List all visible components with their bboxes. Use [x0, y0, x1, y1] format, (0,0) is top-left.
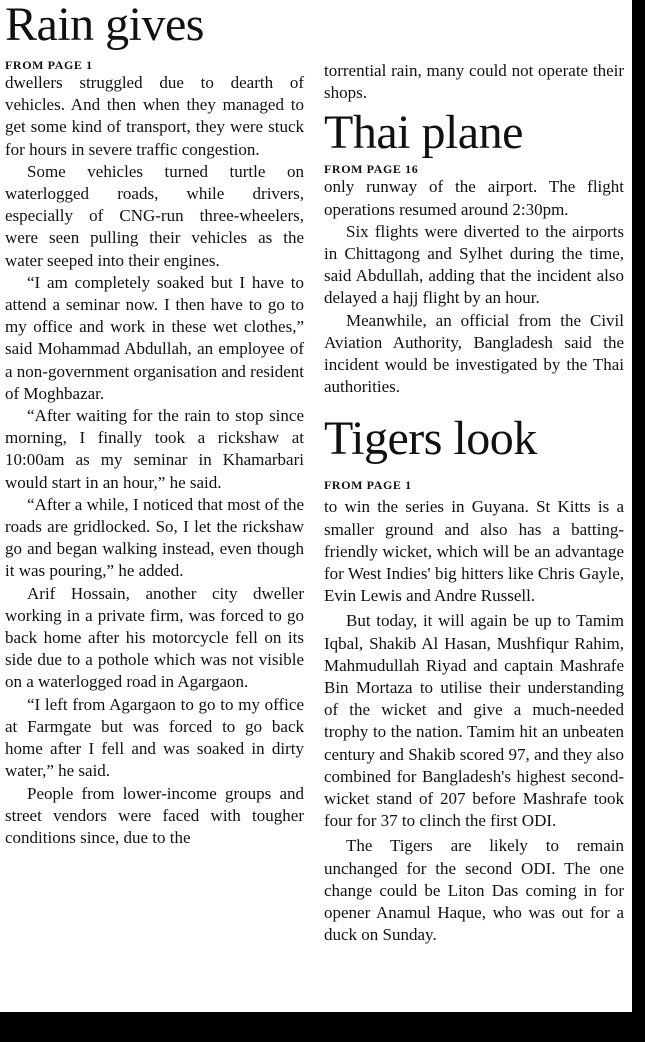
article-paragraph: Arif Hossain, another city dweller working in a private firm, was forced to go back home after his motorcycle fell on its side due to a pothole which was not visible on a waterlogged road in Agargaon.	[5, 583, 304, 692]
article-paragraph: Meanwhile, an official from the Civil Aviation Authority, Bangladesh said the incident would be investigated by the Thai authorities.	[324, 310, 624, 397]
article-paragraph: to win the series in Guyana. St Kitts is a smaller ground and also has a batting-friendly wicket, which will be an advantage for West Indies' big hitters like Chris Gayle, Evin Lewis and Andre Russell.	[324, 497, 624, 606]
column-right	[324, 0, 624, 947]
article-paragraph: Six flights were diverted to the airports in Chittagong and Sylhet during the time, said Abdullah, adding that the incident also delayed a hajj flight by an hour.	[324, 221, 624, 308]
article-paragraph: “After waiting for the rain to stop since morning, I finally took a rickshaw at 10:00am as my seminar in Khamarbari would start in an hour,” he said.	[5, 406, 304, 492]
article-paragraph: dwellers struggled due to dearth of vehicles. And then when they managed to get some kind of transport, they were stuck for hours in severe traffic congestion.	[5, 73, 304, 159]
from-page-label: FROM PAGE 1	[324, 478, 412, 493]
article-paragraph: People from lower-income groups and street vendors were faced with tougher conditions since, due to the	[5, 783, 304, 847]
article-paragraph: “After a while, I noticed that most of the roads are gridlocked. So, I let the rickshaw go and began walking instead, even though it was pouring,” he added.	[5, 494, 304, 581]
article-paragraph: only runway of the airport. The flight operations resumed around 2:30pm.	[324, 177, 624, 219]
article-paragraph: But today, it will again be up to Tamim Iqbal, Shakib Al Hasan, Mushfiqur Rahim, Mahmudullah Riyad and captain Mashrafe Bin Mortaza to utilise their understanding of the wicket and give a much-needed trophy to the nation. Tamim hit an unbeaten century and Shakib scored 97, and they also combined for Bangladesh's highest second-wicket stand of 207 before Mashrafe took four for 37 to clinch the first ODI.	[324, 611, 624, 831]
article-paragraph: The Tigers are likely to remain unchanged for the second ODI. The one change could be Liton Das coming in for opener Anamul Haque, who was out for a duck on Sunday.	[324, 836, 624, 945]
article-paragraph: “I am completely soaked but I have to attend a seminar now. I then have to go to my office and work in these wet clothes,” said Mohammad Abdullah, an employee of a non-government organisation and resident of Moghbazar.	[5, 272, 304, 403]
headline-thai-plane: Thai plane	[324, 106, 523, 160]
article-paragraph: “I left from Agargaon to go to my office at Farmgate but was forced to go back home after I fell and was soaked in dirty water,” he said.	[5, 694, 304, 781]
column-left	[5, 0, 304, 849]
from-page-label: FROM PAGE 16	[324, 162, 419, 177]
headline-tigers-look: Tigers look	[324, 412, 537, 466]
headline-rain-gives: Rain gives	[5, 0, 204, 51]
continued-paragraph: torrential rain, many could not operate their shops.	[324, 61, 624, 103]
article-paragraph: Some vehicles turned turtle on waterlogged roads, while drivers, especially of CNG-run three-wheelers, were seen pulling their vehicles as the water seeped into their engines.	[5, 161, 304, 270]
from-page-label: FROM PAGE 1	[5, 58, 93, 72]
